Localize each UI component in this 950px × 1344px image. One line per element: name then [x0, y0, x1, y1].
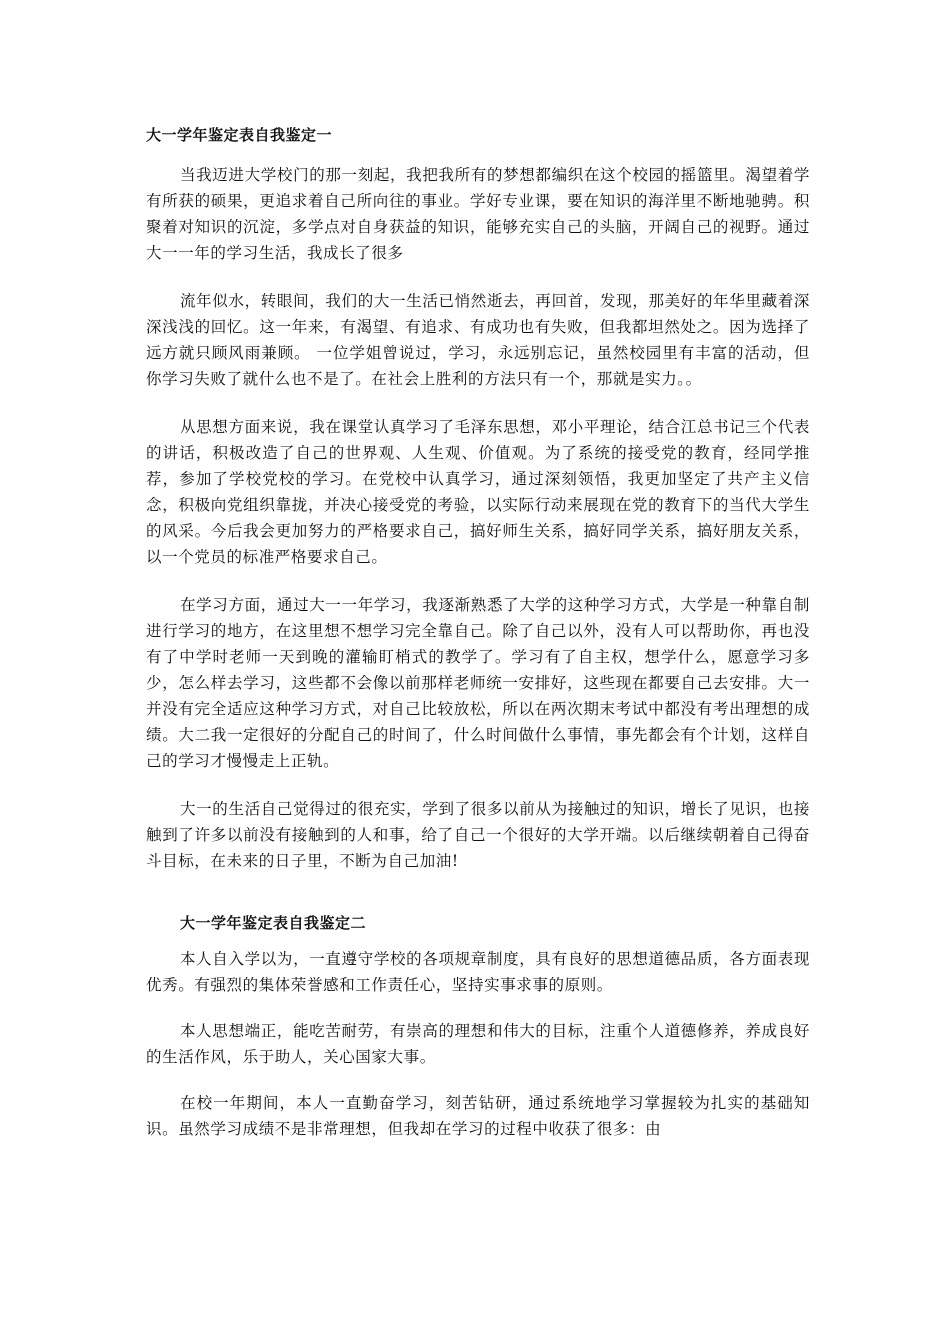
document-page	[146, 118, 810, 1162]
section-1-paragraph-1: 当我迈进大学校门的那一刻起，我把我所有的梦想都编织在这个校园的摇篮里。渴望着学有所获的硕果，更追求着自己所向往的事业。学好专业课，要在知识的海洋里不断地驰骋。积聚着对知识的沉淀，多学点对自身获益的知识，能够充实自己的头脑，开阔自己的视野。通过大一一年的学习生活，我成长了很多	[146, 166, 810, 262]
section-2-paragraph-3: 在校一年期间，本人一直勤奋学习，刻苦钻研，通过系统地学习掌握较为扎实的基础知识。虽然学习成绩不是非常理想，但我却在学习的过程中收获了很多：由	[146, 1094, 810, 1138]
section-1-paragraph-4: 在学习方面，通过大一一年学习，我逐渐熟悉了大学的这种学习方式，大学是一种靠自制进行学习的地方，在这里想不想学习完全靠自己。除了自己以外，没有人可以帮助你，再也没有了中学时老师一天到晚的灌输盯梢式的教学了。学习有了自主权，想学什么，愿意学习多少，怎么样去学习，这些都不会像以前那样老师统一安排好，这些现在都要自己去安排。大一并没有完全适应这种学习方式，对自己比较放松，所以在两次期末考试中都没有考出理想的成绩。大二我一定很好的分配自己的时间了，什么时间做什么事情，事先都会有个计划，这样自己的学习才慢慢走上正轨。	[146, 596, 810, 770]
section-1-paragraph-3: 从思想方面来说，我在课堂认真学习了毛泽东思想，邓小平理论，结合江总书记三个代表的讲话，积极改造了自己的世界观、人生观、价值观。为了系统的接受党的教育，经同学推荐，参加了学校党校的学习。在党校中认真学习，通过深刻领悟，我更加坚定了共产主义信念，积极向党组织靠拢，并决心接受党的考验，以实际行动来展现在党的教育下的当代大学生的风采。今后我会更加努力的严格要求自己，搞好师生关系，搞好同学关系，搞好朋友关系，以一个党员的标准严格要求自己。	[146, 418, 810, 566]
section-1-paragraph-2: 流年似水，转眼间，我们的大一生活已悄然逝去，再回首，发现，那美好的年华里藏着深深浅浅的回忆。这一年来，有渴望、有追求、有成功也有失败，但我都坦然处之。因为选择了远方就只顾风雨兼顾。 一位学姐曾说过，学习，永远别忘记，虽然校园里有丰富的活动，但你学习失败了就什么也不是了。在社会上胜利的方法只有一个，那就是实力。。	[146, 292, 810, 388]
section-1-paragraph-5: 大一的生活自己觉得过的很充实，学到了很多以前从为接触过的知识，增长了见识，也接触到了许多以前没有接触到的人和事，给了自己一个很好的大学开端。以后继续朝着自己得奋斗目标，在未来的日子里，不断为自己加油!	[146, 800, 810, 870]
section-2-paragraph-2: 本人思想端正，能吃苦耐劳，有崇高的理想和伟大的目标，注重个人道德修养，养成良好的生活作风，乐于助人，关心国家大事。	[146, 1022, 810, 1066]
section-2-title: 大一学年鉴定表自我鉴定二	[180, 914, 367, 932]
section-2-paragraph-1: 本人自入学以为，一直遵守学校的各项规章制度，具有良好的思想道德品质，各方面表现优秀。有强烈的集体荣誉感和工作责任心，坚持实事求事的原则。	[146, 950, 810, 994]
section-1-title: 大一学年鉴定表自我鉴定一	[146, 126, 333, 144]
